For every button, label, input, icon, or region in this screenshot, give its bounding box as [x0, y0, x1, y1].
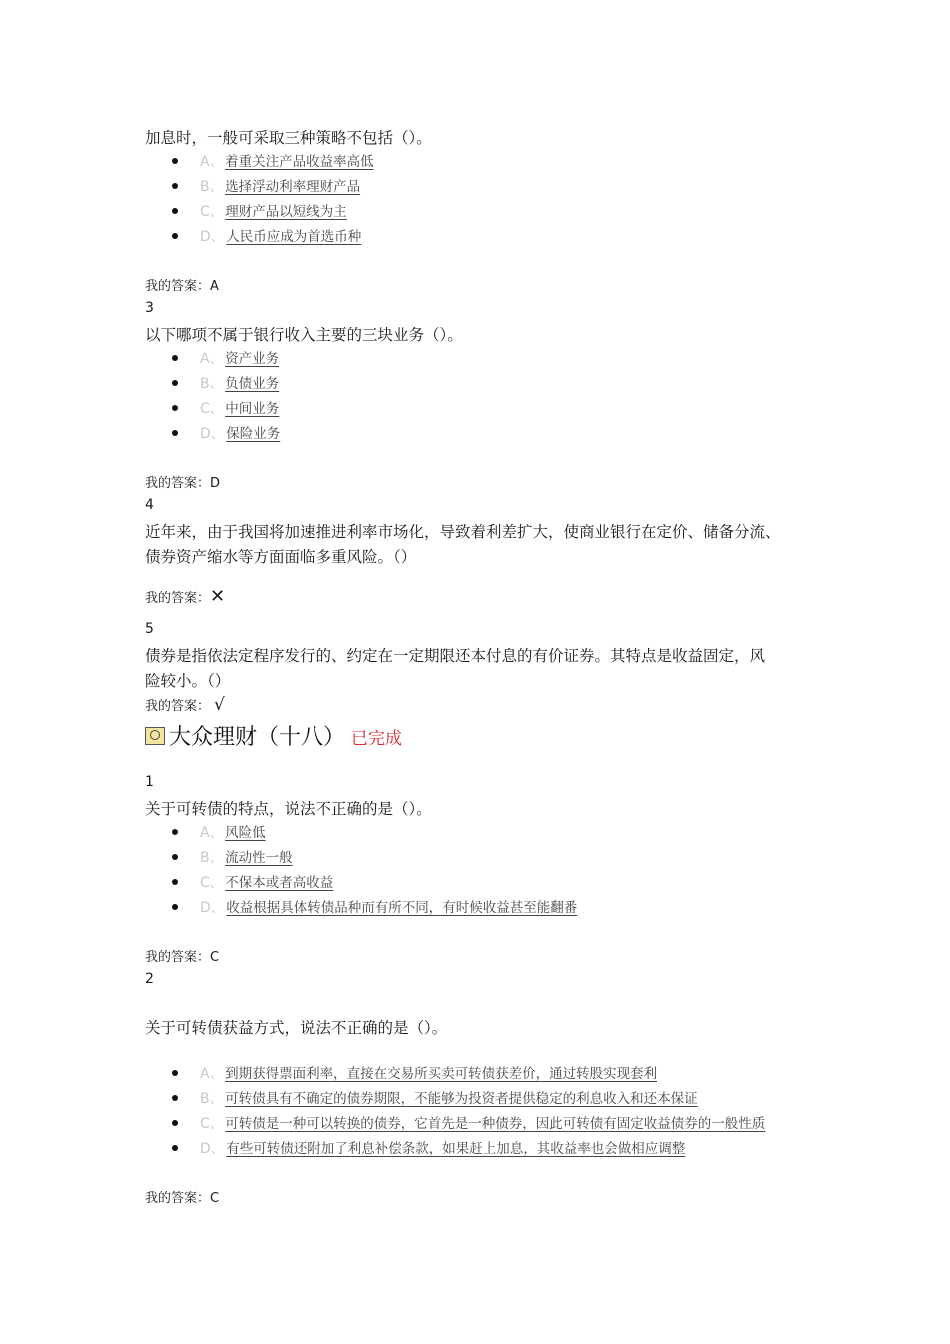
- my-answer: 我的答案：D: [145, 476, 221, 491]
- option-d[interactable]: D、 人民币应成为首选币种: [172, 227, 361, 247]
- question-stem: 关于可转债的特点，说法不正确的是（）。: [145, 800, 432, 818]
- bullet-icon: [172, 158, 178, 164]
- status-badge: 已完成: [351, 729, 403, 749]
- bullet-icon: [172, 208, 178, 214]
- bullet-icon: [172, 405, 178, 411]
- check-mark-icon: √: [214, 695, 225, 715]
- option-a[interactable]: A、 风险低: [172, 823, 266, 843]
- bullet-icon: [172, 1145, 178, 1151]
- bullet-icon: [172, 380, 178, 386]
- answer-value: A: [210, 279, 219, 294]
- option-c[interactable]: C、 可转债是一种可以转换的债券，它首先是一种债券，因此可转债有固定收益债券的一般性质: [172, 1114, 765, 1134]
- option-c[interactable]: C、 中间业务: [172, 399, 279, 419]
- option-d[interactable]: D、 保险业务: [172, 424, 280, 444]
- my-answer: 我的答案：A: [145, 279, 219, 294]
- question-stem: 加息时，一般可采取三种策略不包括（）。: [145, 129, 432, 147]
- bullet-icon: [172, 430, 178, 436]
- question-stem: 以下哪项不属于银行收入主要的三块业务（）。: [145, 326, 463, 344]
- option-b[interactable]: B、 负债业务: [172, 374, 279, 394]
- my-answer: 我的答案：C: [145, 1191, 220, 1206]
- option-a[interactable]: A、 资产业务: [172, 349, 279, 369]
- question-stem-line1: 近年来，由于我国将加速推进利率市场化，导致着利差扩大，使商业银行在定价、储备分流、: [145, 523, 781, 541]
- bullet-icon: [172, 854, 178, 860]
- my-answer: 我的答案：C: [145, 950, 220, 965]
- my-answer: 我的答案：✕: [145, 586, 226, 607]
- question-stem-line1: 债券是指依法定程序发行的、约定在一定期限还本付息的有价证券。其特点是收益固定，风: [145, 647, 766, 665]
- question-stem-line2: 险较小。（）: [145, 672, 231, 690]
- bullet-icon: [172, 1095, 178, 1101]
- bullet-icon: [172, 829, 178, 835]
- question-stem: 关于可转债获益方式，说法不正确的是（）。: [145, 1019, 448, 1037]
- question-number: 5: [145, 621, 154, 637]
- wrong-mark-icon: ✕: [210, 586, 226, 607]
- section-header: [145, 720, 402, 751]
- option-a[interactable]: A、 着重关注产品收益率高低: [172, 152, 374, 172]
- option-d[interactable]: D、 收益根据具体转债品种而有所不同，有时候收益甚至能翻番: [172, 898, 577, 918]
- answer-value: D: [210, 476, 221, 491]
- bullet-icon: [172, 1070, 178, 1076]
- option-b[interactable]: B、 流动性一般: [172, 848, 293, 868]
- question-number: 1: [145, 774, 154, 790]
- question-number: 2: [145, 971, 154, 987]
- option-a[interactable]: A、 到期获得票面利率，直接在交易所买卖可转债获差价，通过转股实现套利: [172, 1064, 657, 1084]
- option-b[interactable]: B、 可转债具有不确定的债券期限，不能够为投资者提供稳定的利息收入和还本保证: [172, 1089, 698, 1109]
- option-c[interactable]: C、 不保本或者高收益: [172, 873, 333, 893]
- bullet-icon: [172, 879, 178, 885]
- bullet-icon: [172, 355, 178, 361]
- my-answer: 我的答案： √: [145, 695, 225, 715]
- section-title: 大众理财（十八）: [169, 725, 346, 750]
- bullet-icon: [172, 904, 178, 910]
- answer-value: C: [210, 1191, 220, 1206]
- bullet-icon: [172, 183, 178, 189]
- option-c[interactable]: C、 理财产品以短线为主: [172, 202, 347, 222]
- answer-value: C: [210, 950, 220, 965]
- option-b[interactable]: B、 选择浮动利率理财产品: [172, 177, 360, 197]
- bullet-icon: [172, 1120, 178, 1126]
- edit-icon: [145, 727, 165, 745]
- question-number: 4: [145, 497, 154, 513]
- question-stem-line2: 债券资产缩水等方面面临多重风险。（）: [145, 548, 417, 566]
- bullet-icon: [172, 233, 178, 239]
- question-number: 3: [145, 300, 154, 316]
- option-d[interactable]: D、 有些可转债还附加了利息补偿条款，如果赶上加息，其收益率也会做相应调整: [172, 1139, 685, 1159]
